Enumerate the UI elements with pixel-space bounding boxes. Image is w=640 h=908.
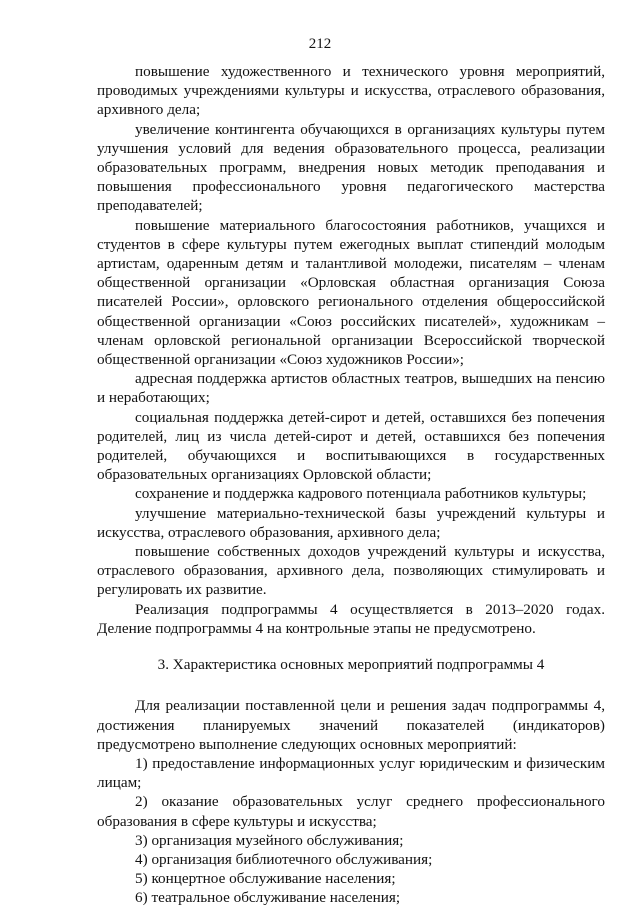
list-item: 3) организация музейного обслуживания;	[135, 831, 404, 849]
list-item: 4) организация библиотечного обслуживания;	[135, 850, 433, 868]
document-body	[97, 62, 605, 908]
paragraph: повышение художественного и технического уровня мероприятий, проводимых учреждениями культуры и искусства, отраслевого образования, архивного дела;	[97, 63, 605, 119]
section-heading: 3. Характеристика основных мероприятий подпрограммы 4	[157, 656, 545, 674]
paragraph: Реализация подпрограммы 4 осуществляется в 2013–2020 годах. Деление подпрограммы 4 на контрольные этапы не предусмотрено.	[97, 600, 605, 637]
list-item: 5) концертное обслуживание населения;	[135, 870, 396, 888]
page-number: 212	[308, 36, 332, 52]
paragraph: сохранение и поддержка кадрового потенциала работников культуры;	[135, 485, 587, 503]
list-item: 2) оказание образовательных услуг среднего профессионального образования в сфере культуры и искусства;	[97, 793, 605, 830]
paragraph: улучшение материально-технической базы учреждений культуры и искусства, отраслевого образования, архивного дела;	[97, 504, 605, 541]
paragraph: увеличение контингента обучающихся в организациях культуры путем улучшения условий для ведения образовательного процесса, реализации образовательных программ, внедрения новых методик преподавания и повышения профессионального уровня педагогического мастерства преподавателей;	[97, 120, 605, 215]
list-item: 1) предоставление информационных услуг юридическим и физическим лицам;	[97, 754, 605, 792]
paragraph: повышение собственных доходов учреждений культуры и искусства, отраслевого образования, архивного дела, позволяющих стимулировать и регулировать их развитие.	[97, 543, 605, 599]
list-item: 6) театральное обслуживание населения;	[135, 889, 401, 907]
paragraph: адресная поддержка артистов областных театров, вышедших на пенсию и неработающих;	[97, 370, 605, 407]
paragraph: социальная поддержка детей-сирот и детей, оставшихся без попечения родителей, лиц из числа детей-сирот и детей, оставшихся без попечения родителей, обучающихся и воспитывающихся в государственных образовательных организациях Орловской области;	[97, 408, 605, 484]
paragraph: повышение материального благосостояния работников, учащихся и студентов в сфере культуры путем ежегодных выплат стипендий молодым артистам, одаренным детям и талантливой молодежи, писателям – членам общественной организации «Орловская областная организация Союза писателей России», орловского регионального отделения общероссийской общественной организации «Союз российских писателей», художникам – членам орловской региональной организации Всероссийской творческой общественной организации «Союз художников России»;	[97, 216, 605, 369]
intro-paragraph: Для реализации поставленной цели и решения задач подпрограммы 4, достижения планируемых значений показателей (индикаторов) предусмотрено выполнение следующих основных мероприятий:	[97, 697, 605, 753]
